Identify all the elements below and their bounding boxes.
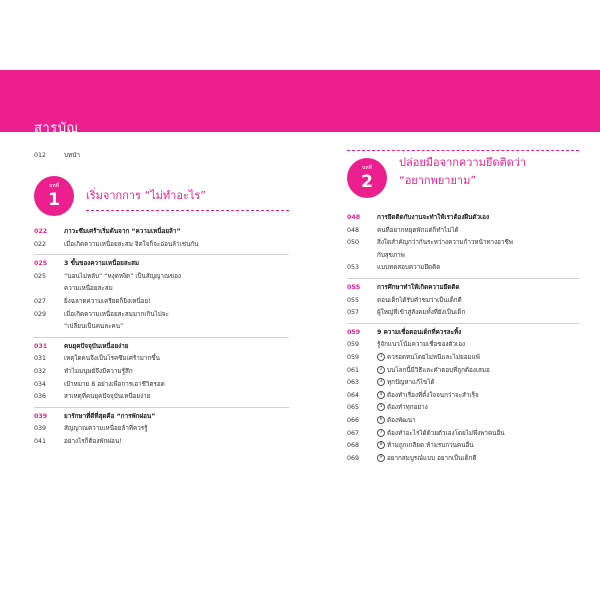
toc-entry[interactable]: [34, 309, 289, 322]
entry-title-continued: กับสุขภาพ: [377, 251, 405, 259]
section-heading[interactable]: [34, 411, 289, 424]
circled-number: 4: [377, 391, 385, 399]
entry-title: รู้จักแนวโน้มความเชื่อของตัวเอง: [377, 341, 466, 349]
page-number: 022: [34, 228, 48, 235]
chapter-label: บทที่: [362, 165, 372, 171]
toc-entry[interactable]: [34, 423, 289, 436]
page-number: 068: [347, 442, 360, 450]
page-number: 022: [34, 240, 47, 248]
divider: [347, 323, 579, 324]
entry-title: คนที่อยากหยุดพักแต่ก็ทำไม่ได้: [377, 226, 459, 234]
entry-title: อย่างไรก็ต้องพักผ่อน!: [64, 437, 122, 445]
toc-entry[interactable]: [347, 307, 579, 320]
page-number: 041: [34, 437, 47, 445]
section-title: คนยุคปัจจุบันเหนื่อยง่าย: [64, 342, 129, 350]
circled-number: 5: [377, 403, 385, 411]
entry-title: แบบทดสอบความยึดติด: [377, 264, 441, 272]
section-heading[interactable]: [347, 212, 579, 225]
page-number: 053: [347, 264, 360, 272]
page-number: 039: [34, 425, 47, 433]
page-number: 055: [347, 296, 360, 304]
entry-title: สาเหตุที่คนยุคปัจจุบันเหนื่อยง่าย: [64, 393, 151, 401]
entry-title: “นอนไม่หลับ” “หงุดหงิด” เป็นสัญญาณของ: [64, 272, 181, 280]
entry-title: เป้าหมาย 8 อย่างเพื่อการเอาชีวิตรอด: [64, 380, 165, 388]
chapter-2-heading[interactable]: [347, 150, 579, 204]
toc-entry[interactable]: [347, 440, 579, 453]
header-band: [0, 70, 600, 136]
page-number: 039: [34, 412, 48, 420]
chapter-title-line2: “อยากพยายาม”: [399, 174, 477, 187]
page-number: 057: [347, 309, 360, 317]
entry-title: [377, 453, 477, 466]
page-number: 032: [34, 367, 47, 375]
toc-entry[interactable]: [347, 402, 579, 415]
toc-entry-continued: [34, 283, 289, 296]
divider: [34, 254, 289, 255]
divider: [34, 407, 289, 408]
entry-title: [377, 428, 505, 441]
page-number: 025: [34, 272, 47, 280]
entry-title: [377, 402, 428, 415]
toc-entry[interactable]: [347, 237, 579, 250]
entry-text: ห้ามถูกเกลียด ห้ามรบกวนคนอื่น: [387, 442, 474, 450]
chapter-number: 2: [361, 172, 373, 192]
page-number: 025: [34, 260, 48, 268]
toc-entry[interactable]: [347, 295, 579, 308]
chapter-badge: [347, 158, 387, 198]
page-number: 059: [347, 353, 360, 361]
toc-entry[interactable]: [347, 339, 579, 352]
entry-text: บนโลกนี้มีวิธีและคำตอบที่ถูกต้องเสมอ: [387, 366, 490, 374]
entry-text: ต้องทำอะไรได้ด้วยตัวเองโดยไม่พึ่งพาคนอื่น: [387, 429, 505, 437]
entry-text: ต้องพัฒนา: [387, 416, 416, 424]
page-number: 034: [34, 380, 47, 388]
chapter-number: 1: [48, 190, 60, 210]
entry-title: บทนำ: [64, 152, 80, 159]
circled-number: 2: [377, 366, 385, 374]
entry-title: ผู้ใหญ่ที่เข้าสู่สังคมทั้งที่ยังเป็นเด็ก: [377, 309, 466, 317]
entry-title: [377, 365, 490, 378]
toc-intro[interactable]: [34, 150, 289, 168]
page-number: 063: [347, 379, 360, 387]
page-number: 061: [347, 366, 360, 374]
toc-entry[interactable]: [347, 352, 579, 365]
page-number: 029: [34, 310, 47, 318]
section-heading[interactable]: [34, 258, 289, 271]
toc-entry[interactable]: [34, 353, 289, 366]
entry-title: [377, 377, 435, 390]
page-number: 050: [347, 239, 360, 247]
toc-entry[interactable]: [347, 377, 579, 390]
entry-title: ยิ่งฉลาดความเครียดก็ยิ่งเหนื่อย!: [64, 297, 151, 305]
page-number: 027: [34, 297, 47, 305]
page-number: 067: [347, 429, 360, 437]
entry-title: ตอนเด็กได้รับคำชมว่าเป็นเด็กดี: [377, 296, 462, 304]
entry-title: เมื่อเกิดความเหนื่อยสะสมมากเกินไปจะ: [64, 310, 169, 318]
page-number: 031: [34, 355, 47, 363]
page-number: 065: [347, 404, 360, 412]
section-title: 3 ขั้นของความเหนื่อยสะสม: [64, 260, 140, 268]
circled-number: 8: [377, 441, 385, 449]
toc-entry[interactable]: [347, 415, 579, 428]
page-number: 055: [347, 283, 361, 291]
chapter-title-line1: ปล่อยมือจากความยึดติดว่า: [399, 156, 527, 169]
chapter-divider: [347, 150, 579, 151]
chapter-label: บทที่: [49, 183, 59, 189]
chapter-divider: [86, 210, 289, 211]
section-heading[interactable]: [34, 341, 289, 354]
circled-number: 7: [377, 429, 385, 437]
page-number: 036: [34, 393, 47, 401]
entry-title: ทำไมมนุษย์จึงมีความรู้สึก: [64, 367, 133, 375]
circled-number: 1: [377, 353, 385, 361]
toc-right-column: [347, 150, 579, 465]
toc-entry-continued: [347, 250, 579, 263]
entry-text: ต้องทำเรื่องที่ตั้งใจจนกว่าจะสำเร็จ: [387, 391, 479, 399]
section-title: ยารักษาที่ดีที่สุดคือ “การพักผ่อน”: [64, 412, 156, 420]
circled-number: 6: [377, 416, 385, 424]
page-number: 066: [347, 416, 360, 424]
page-number: 031: [34, 342, 48, 350]
toc-entry[interactable]: [34, 436, 289, 449]
section-heading[interactable]: [34, 226, 289, 239]
page-number: 048: [347, 214, 361, 221]
section-heading[interactable]: [347, 282, 579, 295]
entry-text: ทุกปัญหาแก้ไขได้: [387, 379, 435, 387]
page-number: 059: [347, 341, 360, 349]
toc-entry[interactable]: [347, 453, 579, 466]
entry-title: สัญญาณความเหนื่อยล้าที่ควรรู้: [64, 425, 148, 433]
entry-title: สิ่งใดสำคัญกว่ากันระหว่างความก้าวหน้าทางอาชีพ: [377, 239, 513, 247]
section-title: การยึดติดกับงานจะทำให้เราต้องฝืนตัวเอง: [377, 214, 490, 221]
toc-entry[interactable]: [34, 366, 289, 379]
toc-entry[interactable]: [34, 296, 289, 309]
toc-left-column: [34, 150, 289, 449]
divider: [347, 278, 579, 279]
page-number: 069: [347, 454, 360, 462]
chapter-title: เริ่มจากการ “ไม่ทำอะไร”: [86, 189, 207, 202]
toc-entry[interactable]: [347, 390, 579, 403]
entry-title: เหตุใดคนจึงเป็นโรคซึมเศร้ามากขึ้น: [64, 355, 160, 363]
toc-entry[interactable]: [34, 379, 289, 392]
entry-title-continued: ความเหนื่อยสะสม: [64, 285, 113, 293]
circled-number: 3: [377, 378, 385, 386]
toc-entry[interactable]: [34, 271, 289, 284]
entry-title: [377, 352, 480, 365]
entry-title: เมื่อเกิดความเหนื่อยสะสม จิตใจก็จะอ่อนล้าเช่นกัน: [64, 240, 199, 248]
toc-entry[interactable]: [347, 225, 579, 238]
section-heading[interactable]: [347, 327, 579, 340]
circled-number: 9: [377, 454, 385, 462]
page-title: สารบัญ: [34, 121, 79, 136]
toc-entry[interactable]: [34, 239, 289, 252]
page-number: 064: [347, 391, 360, 399]
toc-entry[interactable]: [347, 365, 579, 378]
chapter-badge: [34, 176, 74, 216]
toc-entry-continued: [34, 321, 289, 334]
entry-title: [377, 415, 416, 428]
divider: [34, 337, 289, 338]
entry-text: ต้องทำทุกอย่าง: [387, 404, 428, 412]
entry-title: [377, 390, 479, 403]
entry-title: [377, 440, 474, 453]
chapter-1-heading[interactable]: [34, 174, 289, 218]
toc-entry[interactable]: [347, 262, 579, 275]
entry-title-continued: “เปลี่ยนเป็นคนละคน”: [64, 323, 124, 331]
entry-text: ควรอดทนโดยไม่หนีและไม่ยอมแพ้: [387, 353, 480, 361]
entry-text: อยากสมบูรณ์แบบ อยากเป็นเด็กดี: [387, 454, 477, 462]
page-number: 059: [347, 328, 361, 336]
page-number: 048: [347, 226, 360, 234]
section-title: 9 ความเชื่อตอนเด็กที่ควรละทิ้ง: [377, 328, 462, 336]
toc-entry[interactable]: [347, 428, 579, 441]
page-number: 012: [34, 152, 47, 159]
section-title: ภาวะซึมเศร้าเริ่มต้นจาก “ความเหนื่อยล้า”: [64, 228, 181, 235]
section-title: การศึกษาทำให้เกิดความยึดติด: [377, 283, 460, 291]
toc-entry[interactable]: [34, 391, 289, 404]
